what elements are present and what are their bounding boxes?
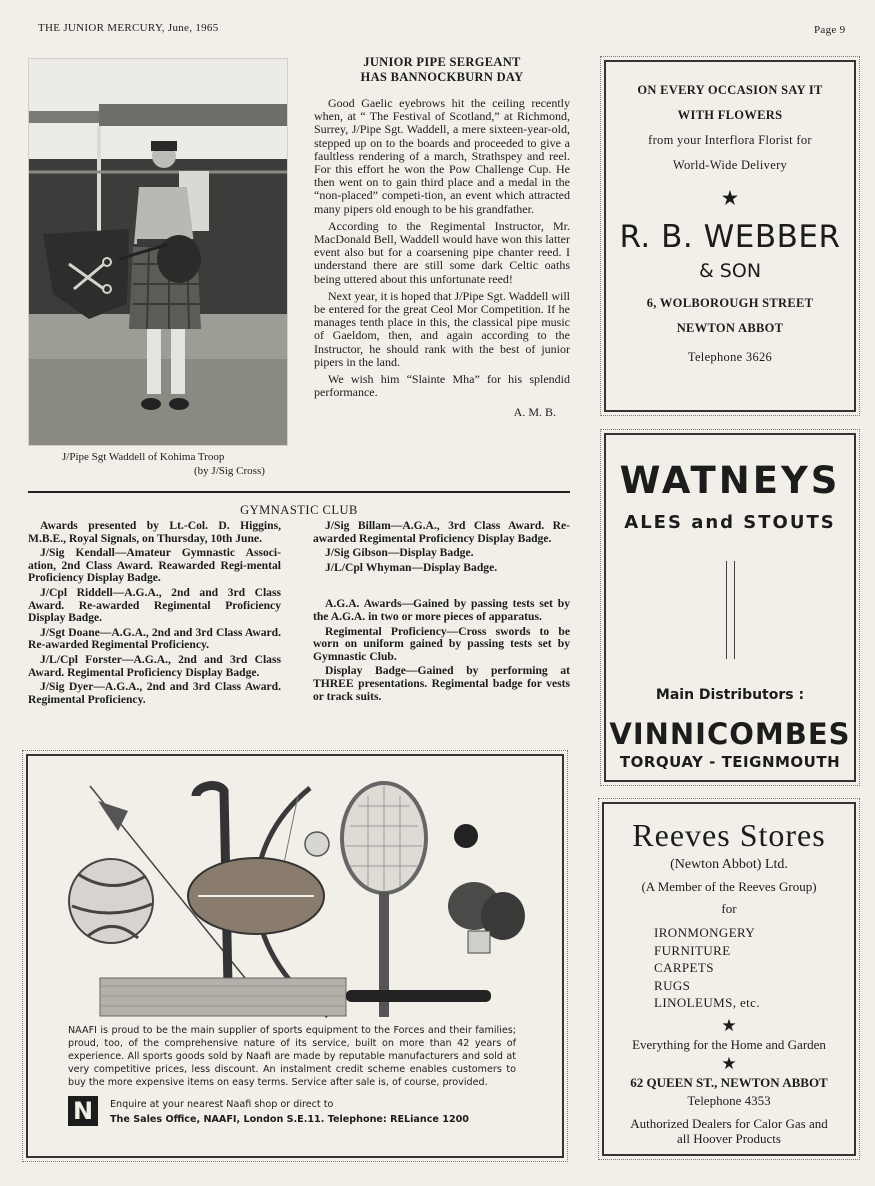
vinnicombes-towns: TORQUAY - TEIGNMOUTH: [619, 753, 841, 771]
reeves-phone: Telephone 4353: [687, 1092, 771, 1108]
reeves-member: (A Member of the Reeves Group): [641, 879, 817, 894]
article-title-line1: JUNIOR PIPE SERGEANT: [363, 55, 521, 69]
gym-paragraph: Display Badge—Gained by performing at THREE presentations. Regimental badge for vests or track suits.: [313, 664, 570, 703]
webber-phone: Telephone 3626: [687, 350, 773, 364]
piper-photo: [28, 58, 288, 446]
gym-paragraph: J/L/Cpl Forster—A.G.A., 2nd and 3rd Class Award. Regimental Proficiency Display Badge.: [28, 652, 281, 679]
article-author: A. M. B.: [513, 405, 556, 420]
list-item: LINOLEUMS, etc.: [654, 995, 761, 1010]
vinnicombes-name: VINNICOMBES: [609, 717, 851, 751]
gym-paragraph: J/Cpl Riddell—A.G.A., 2nd and 3rd Class Award. Re-awarded Regimental Proficiency Display Badge.: [28, 585, 281, 625]
piper-illustration: [29, 59, 287, 445]
webber-town: NEWTON ABBOT: [676, 321, 784, 335]
gym-paragraph: A.G.A. Awards—Gained by passing tests set by the A.G.A. in two or more pieces of apparatus.: [313, 597, 570, 623]
watneys-bar: [726, 561, 735, 659]
sports-equipment-illustration: [28, 756, 562, 1018]
gymnastic-left-column: [28, 520, 281, 708]
ad-line: World-Wide Delivery: [672, 158, 788, 172]
webber-address: 6, WOLBOROUGH STREET: [646, 296, 814, 310]
reeves-everything: Everything for the Home and Garden: [632, 1036, 826, 1052]
reeves-address: 62 QUEEN ST., NEWTON ABBOT: [630, 1074, 828, 1090]
reeves-for: for: [721, 901, 737, 916]
article-title-line2: HAS BANNOCKBURN DAY: [360, 70, 524, 84]
naafi-sports-ad: [26, 754, 564, 1158]
watneys-brand: WATNEYS: [619, 459, 841, 502]
publication-title: THE JUNIOR MERCURY, June, 1965: [38, 22, 219, 34]
webber-son: & SON: [698, 260, 762, 282]
section-divider: [28, 491, 570, 493]
gym-paragraph: J/Sig Billam—A.G.A., 3rd Class Award. Re-awarded Regimental Proficiency Display Badge.: [313, 519, 570, 545]
gym-paragraph: Awards presented by Lt.-Col. D. Higgins, M.B.E., Royal Signals, on Thursday, 10th June.: [28, 519, 281, 545]
list-item: RUGS: [654, 977, 691, 993]
naafi-enquire: Enquire at your nearest Naafi shop or direct to: [110, 1099, 334, 1110]
star-icon: ★: [721, 1053, 737, 1073]
gym-paragraph: J/Sig Kendall—Amateur Gymnastic Associ-ation, 2nd Class Award. Reawarded Regi-mental Proficiency Display Badge.: [28, 546, 281, 585]
star-icon: ★: [721, 1015, 737, 1035]
article-paragraph: According to the Regimental Instructor, Mr. MacDonald Bell, Waddell would have won this latter event also but for a coarsening pipe chanter reed. I understand there are still some dark Celtic oaths being uttered about this unfortunate reed!: [314, 218, 570, 286]
watneys-distributors: Main Distributors :: [655, 687, 805, 703]
webber-name: R. B. WEBBER: [619, 219, 841, 255]
pipe-sergeant-article: [314, 55, 570, 420]
ad-line: WITH FLOWERS: [677, 108, 783, 122]
gymnastic-right-column: [313, 520, 570, 705]
reeves-product-list: [604, 924, 854, 1012]
reeves-ltd: (Newton Abbot) Ltd.: [670, 857, 788, 872]
list-item: CARPETS: [654, 960, 714, 975]
interflora-ad: [604, 60, 856, 412]
gym-paragraph: J/Sig Gibson—Display Badge.: [325, 546, 474, 560]
reeves-name: Reeves Stores: [632, 817, 826, 853]
watneys-sub: ALES and STOUTS: [624, 512, 836, 533]
list-item: FURNITURE: [654, 942, 731, 958]
gym-paragraph: J/L/Cpl Whyman—Display Badge.: [325, 560, 498, 574]
reeves-stores-ad: [602, 802, 856, 1156]
photo-caption: J/Pipe Sgt Waddell of Kohima Troop: [62, 451, 225, 463]
reeves-dealers: Authorized Dealers for Calor Gas and: [630, 1115, 828, 1131]
gym-paragraph: J/Sig Dyer—A.G.A., 2nd and 3rd Class Award. Regimental Proficiency.: [28, 680, 281, 706]
naafi-body-text: NAAFI is proud to be the main supplier of sports equipment to the Forces and their families; proud, too, of the comprehensive nature of its service, built on more than 42 years of experience. All sports goods sold by Naafi are made by reputable manufacturers and sold at very competitive prices, less discount. An instalment credit scheme enables customers to buy the more expensive items on easy terms. Service after sale is, of course, provided.: [68, 1025, 516, 1088]
gym-paragraph: J/Sgt Doane—A.G.A., 2nd and 3rd Class Award. Re-awarded Regimental Proficiency.: [28, 625, 281, 652]
gymnastic-club-title: GYMNASTIC CLUB: [240, 503, 358, 517]
naafi-logo: N: [68, 1096, 98, 1126]
article-paragraph: Next year, it is hoped that J/Pipe Sgt. Waddell will be entered for the great Ceol Mor Competition. If he manages tenth place in this, the classical pipe music of Gaeldom, then, and again according to the Instructor, he should rank with the best of junior pipers in the land.: [314, 288, 570, 369]
star-icon: ★: [721, 188, 739, 208]
ad-line: ON EVERY OCCASION SAY IT: [637, 83, 823, 97]
list-item: IRONMONGERY: [654, 925, 756, 940]
gym-paragraph: Regimental Proficiency—Cross swords to be worn on uniform gained by passing tests set by Gymnastic Club.: [313, 624, 570, 663]
watneys-ad: [604, 433, 856, 782]
article-paragraph: We wish him “Slainte Mha” for his splendid performance.: [314, 372, 570, 400]
article-paragraph: Good Gaelic eyebrows hit the ceiling recently when, at “ The Festival of Scotland,” at Richmond, Surrey, J/Pipe Sgt. Waddell, a mere sixteen-year-old, stepped up on to the boards and proceeded to give a faultless rendering of a march, Strathspey and reel. For this effort he won the Pow Challenge Cup. He then went on to gain third place and a medal in the “non-placed” competi-tion, an event which attracted many pipers old enough to be his grandfather.: [314, 96, 570, 216]
ad-line: from your Interflora Florist for: [648, 133, 812, 147]
photo-credit: (by J/Sig Cross): [194, 465, 265, 477]
reeves-dealers: all Hoover Products: [677, 1130, 781, 1146]
naafi-sales-office: The Sales Office, NAAFI, London S.E.11. Telephone: RELiance 1200: [110, 1114, 469, 1125]
page-number: Page 9: [814, 24, 846, 36]
